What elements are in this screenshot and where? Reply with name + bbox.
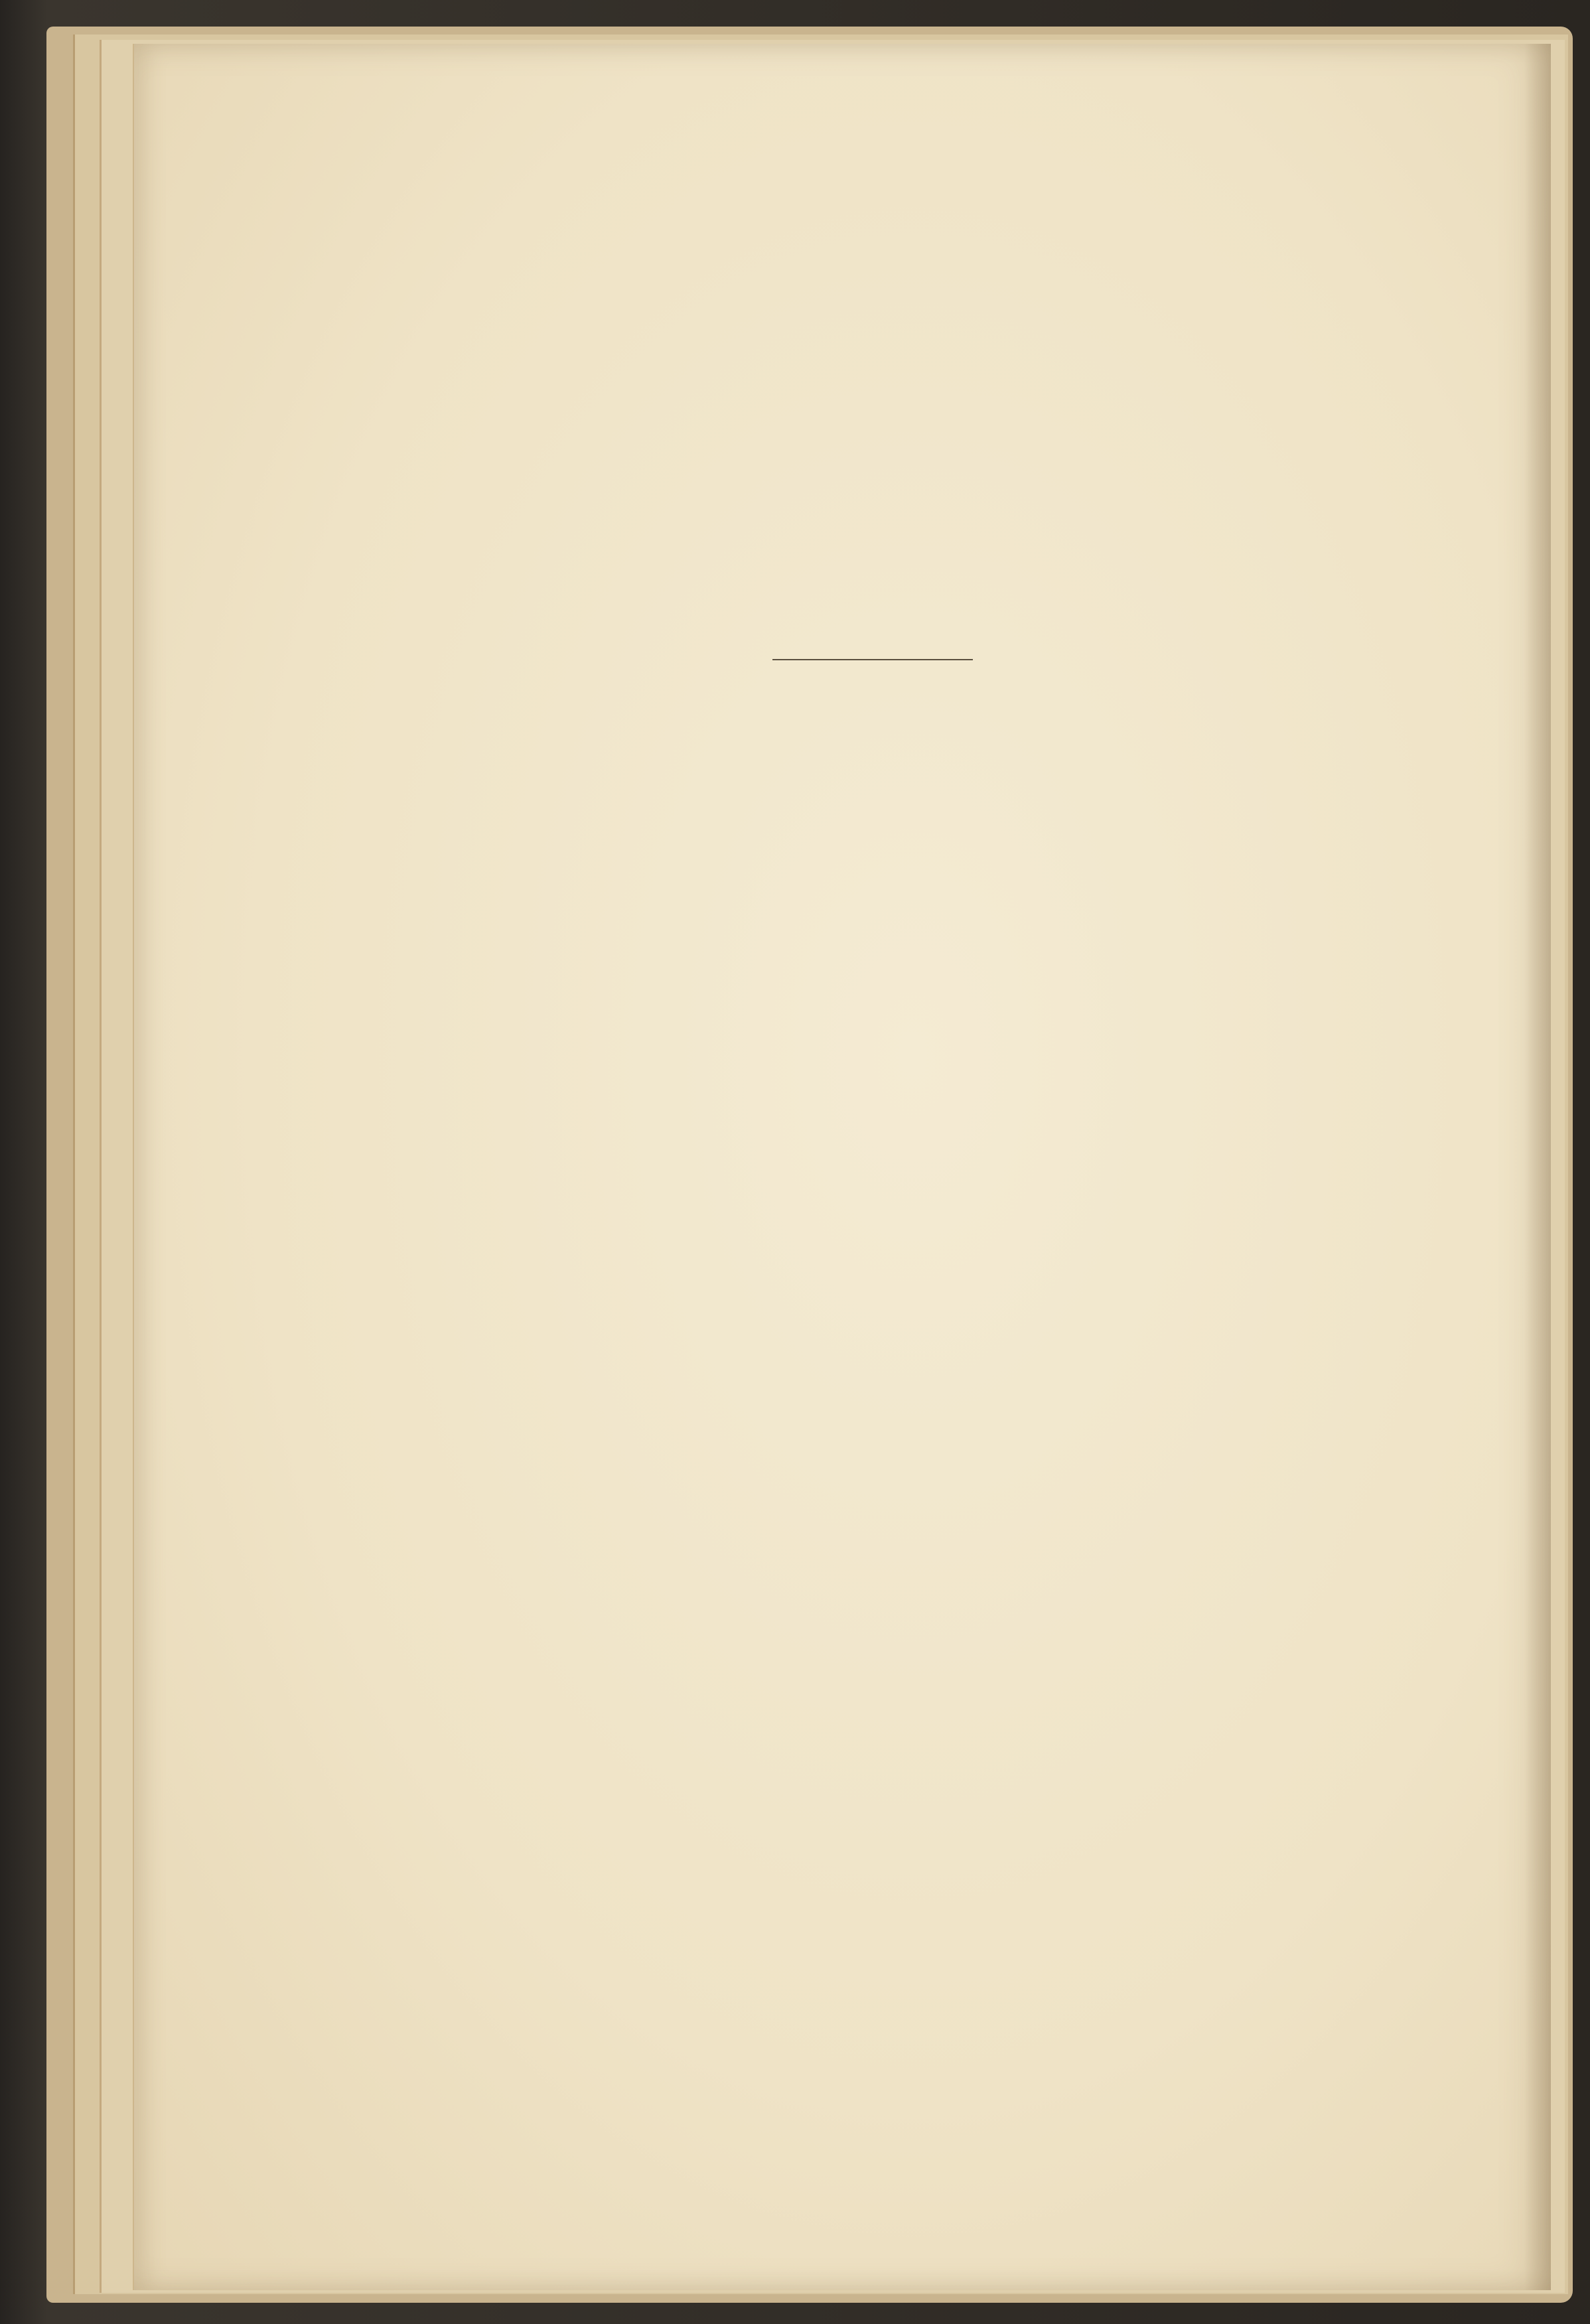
section-rule	[772, 659, 973, 660]
